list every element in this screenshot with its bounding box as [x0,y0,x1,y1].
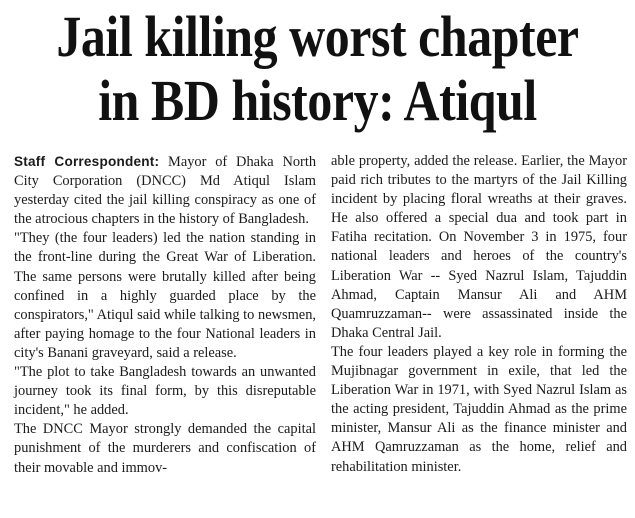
article-paragraph: The DNCC Mayor strongly demanded the capital punishment of the murderers and confiscation of their movable and immov- [14,421,316,476]
article-paragraph: "They (the four leaders) led the nation standing in the front-line during the Great War of Liberation. The same persons were brutally killed after being confined in a highly guarded place by the conspirators," Atiqul said while talking to newsmen, after paying homage to the four National leaders in city's Banani graveyard, said a release. [14,230,316,361]
article-column-right [331,152,627,477]
headline-line-2: in BD history: Atiqul [98,68,537,133]
article-paragraph: "The plot to take Bangladesh towards an unwanted journey took its final form, by this disreputable incident," he added. [14,364,316,419]
byline: Staff Correspondent: [14,154,160,169]
article-lead-text: Mayor of Dhaka North City Corporation (DNCC) Md Atiqul Islam yesterday cited the jail killing conspiracy as one of the atrocious chapters in the history of Bangladesh. [14,154,317,228]
article-column-left [14,152,316,478]
article-paragraph [14,152,316,229]
article-paragraph: able property, added the release. Earlier, the Mayor paid rich tributes to the martyrs of the Jail Killing incident by placing floral wreaths at their graves. He also offered a special dua and took part in Fatiha recitation. On November 3 in 1975, four national leaders and heroes of the country's Liberation War -- Syed Nazrul Islam, Tajuddin Ahmad, Captain Mansur Ali and AHM Quamruzzaman-- were assassinated inside the Dhaka Central Jail. [331,153,627,341]
article-paragraph: The four leaders played a key role in forming the Mujibnagar government in exile, that led the Liberation War in 1971, with Syed Nazrul Islam as the acting president, Tajuddin Ahmad as the prime minister, Mansur Ali as the finance minister and AHM Qamruzzaman as the home, relief and rehabilitation minister. [331,343,627,475]
headline-line-1: Jail killing worst chapter [56,4,579,69]
